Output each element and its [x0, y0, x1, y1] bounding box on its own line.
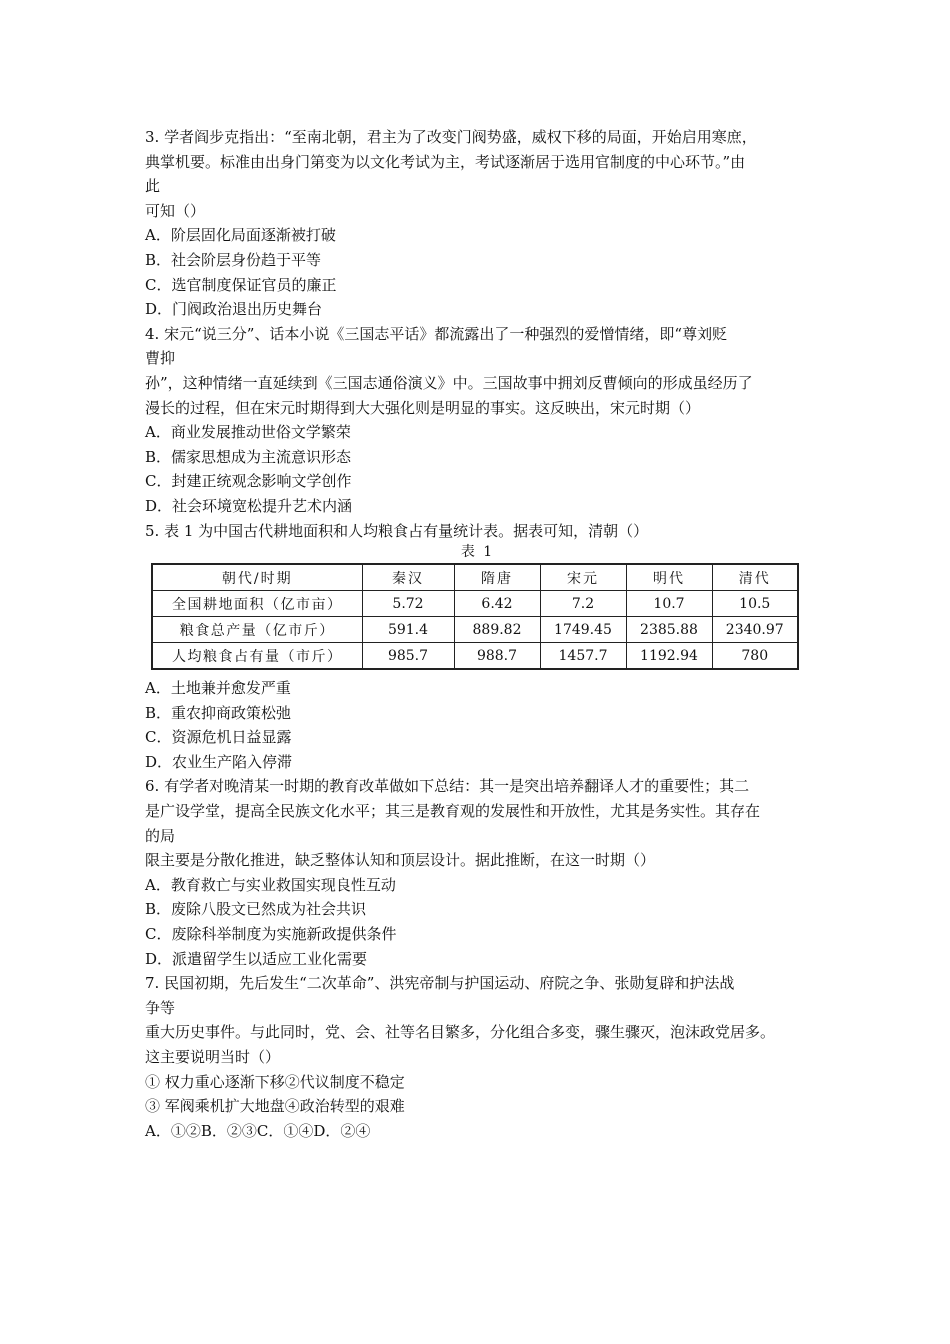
question-4-stem-line: 漫长的过程，但在宋元时期得到大大强化则是明显的事实。这反映出，宋元时期（）	[145, 398, 701, 417]
table-cell: 6.42	[454, 591, 540, 617]
table-header-cell: 宋元	[540, 564, 626, 591]
table-cell: 2385.88	[626, 617, 712, 643]
question-4-option-c: C．封建正统观念影响文学创作	[145, 472, 352, 491]
question-4-option-b: B．儒家思想成为主流意识形态	[145, 447, 352, 466]
question-6-stem-line: 6. 有学者对晚清某一时期的教育改革做如下总结：其一是突出培养翻译人才的重要性；其二	[145, 777, 750, 796]
question-4-option-d: D．社会环境宽松提升艺术内涵	[145, 496, 353, 515]
question-5-option-d: D．农业生产陷入停滞	[145, 752, 293, 771]
question-5	[145, 519, 810, 775]
question-3-stem-line: 此	[145, 177, 161, 196]
question-7-stem-line: 重大历史事件。与此同时，党、会、社等名目繁多，分化组合多变，骤生骤灭，泡沫政党居多。	[145, 1023, 776, 1042]
question-4	[145, 322, 810, 519]
question-6-stem-line: 的局	[145, 826, 176, 845]
question-4-stem-line: 4. 宋元“说三分”、话本小说《三国志平话》都流露出了一种强烈的爱憎情绪，即“尊刘贬	[145, 324, 728, 343]
table-cell: 591.4	[362, 617, 454, 643]
question-4-option-a: A．商业发展推动世俗文学繁荣	[145, 423, 351, 442]
table-cell: 889.82	[454, 617, 540, 643]
table-cell: 5.72	[362, 591, 454, 617]
table-caption: 表 1	[460, 544, 495, 561]
table-cell: 1457.7	[540, 643, 626, 670]
question-5-option-c: C．资源危机日益显露	[145, 728, 292, 747]
table-cell: 985.7	[362, 643, 454, 670]
question-4-stem-line: 曹抑	[145, 349, 176, 368]
question-5-stem-line: 5. 表 1 为中国古代耕地面积和人均粮食占有量统计表。据表可知，清朝（）	[145, 521, 649, 540]
statistics-table	[151, 563, 799, 670]
table-row	[152, 591, 798, 617]
table-cell: 10.7	[626, 591, 712, 617]
question-6-stem-line: 是广设学堂，提高全民族文化水平；其三是教育观的发展性和开放性，尤其是务实性。其存在	[145, 802, 761, 821]
question-3-option-d: D．门阀政治退出历史舞台	[145, 300, 323, 319]
question-3-stem-line: 典掌机要。标准由出身门第变为以文化考试为主，考试逐渐居于选用官制度的中心环节。”由	[145, 152, 746, 171]
question-6-option-d: D．派遣留学生以适应工业化需要	[145, 949, 368, 968]
question-7-stem-line: 争等	[145, 998, 176, 1017]
table-cell: 2340.97	[712, 617, 798, 643]
question-3-stem-line: 可知（）	[145, 201, 206, 220]
question-7-stem-line: 这主要说明当时（）	[145, 1048, 281, 1066]
question-6-stem-line: 限主要是分散化推进，缺乏整体认知和顶层设计。据此推断，在这一时期（）	[145, 851, 656, 870]
question-3	[145, 125, 810, 322]
question-3-option-c: C．选官制度保证官员的廉正	[145, 275, 337, 294]
table-row-label: 人均粮食占有量（市斤）	[152, 643, 362, 670]
table-header-cell: 隋唐	[454, 564, 540, 591]
question-6	[145, 774, 810, 971]
question-6-option-a: A．教育救亡与实业救国实现良性互动	[145, 875, 396, 894]
table-cell: 10.5	[712, 591, 798, 617]
table-cell: 988.7	[454, 643, 540, 670]
question-6-option-c: C．废除科举制度为实施新政提供条件	[145, 925, 397, 944]
question-7-statement-line: ① 权力重心逐渐下移②代议制度不稳定	[145, 1072, 405, 1091]
table-header-cell: 朝代/时期	[152, 564, 362, 591]
question-5-option-a: A．土地兼并愈发严重	[145, 679, 291, 698]
question-7-options: A．①②B．②③C．①④D．②④	[145, 1121, 371, 1140]
exam-page	[145, 125, 810, 1143]
question-3-option-b: B．社会阶层身份趋于平等	[145, 250, 322, 269]
question-5-option-b: B．重农抑商政策松弛	[145, 703, 292, 722]
question-7-stem-line: 7. 民国初期，先后发生“二次革命”、洪宪帝制与护国运动、府院之争、张勋复辟和护法战	[145, 974, 735, 993]
question-6-option-b: B．废除八股文已然成为社会共识	[145, 900, 367, 919]
question-4-stem-line: 孙”，这种情绪一直延续到《三国志通俗演义》中。三国故事中拥刘反曹倾向的形成虽经历了	[145, 373, 753, 392]
question-7-statement-line: ③ 军阀乘机扩大地盘④政治转型的艰难	[145, 1097, 405, 1116]
table-cell: 7.2	[540, 591, 626, 617]
table-header-cell: 清代	[712, 564, 798, 591]
table-header-cell: 明代	[626, 564, 712, 591]
table-cell: 780	[712, 643, 798, 670]
table-cell: 1192.94	[626, 643, 712, 670]
table-cell: 1749.45	[540, 617, 626, 643]
question-3-option-a: A．阶层固化局面逐渐被打破	[145, 226, 336, 245]
table-header-row	[152, 564, 798, 591]
table-row-label: 粮食总产量（亿市斤）	[152, 617, 362, 643]
table-header-cell: 秦汉	[362, 564, 454, 591]
question-3-stem-line: 3. 学者阎步克指出：“至南北朝，君主为了改变门阀势盛，威权下移的局面，开始启用寒庶，	[145, 128, 757, 146]
table-row-label: 全国耕地面积（亿市亩）	[152, 591, 362, 617]
question-7	[145, 971, 810, 1143]
table-row	[152, 617, 798, 643]
table-row	[152, 643, 798, 670]
